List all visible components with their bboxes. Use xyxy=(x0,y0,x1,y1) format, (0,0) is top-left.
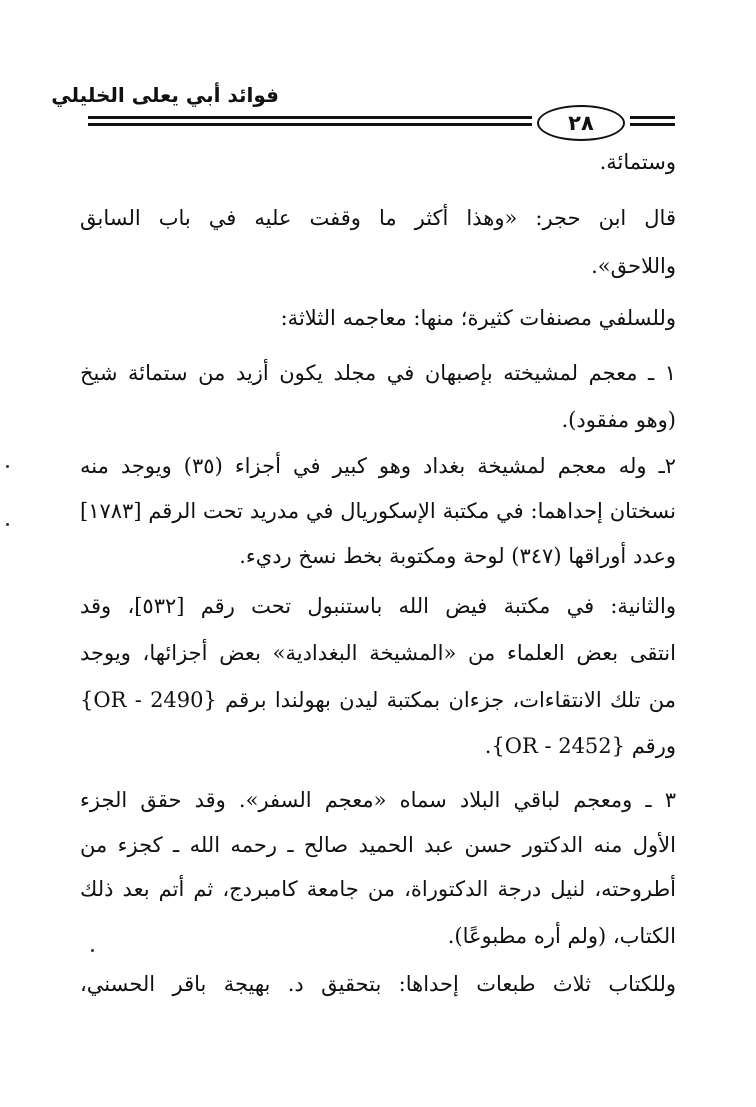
text-line-4: وللسلفي مصنفات كثيرة؛ منها: معاجمه الثلاثة: xyxy=(280,306,676,330)
text-line-18: وللكتاب ثلاث طبعات إحداها: بتحقيق د. بهيجة باقر الحسني، xyxy=(80,972,676,996)
text-line-3: واللاحق». xyxy=(591,254,676,278)
text-line-14: ٣ ـ ومعجم لباقي البلاد سماه «معجم السفر». وقد حقق الجزء xyxy=(80,788,676,812)
text-line-17: الكتاب، (ولم أره مطبوعًا). xyxy=(447,924,676,948)
text-line-1: وستمائة. xyxy=(599,150,676,174)
text-line-7: ٢ـ وله معجم لمشيخة بغداد وهو كبير في أجزاء (٣٥) ويوجد منه xyxy=(80,454,676,478)
running-header-title: فوائد أبي يعلى الخليلي xyxy=(51,83,279,107)
margin-mark xyxy=(91,949,94,952)
text-line-9: وعدد أوراقها (٣٤٧) لوحة ومكتوبة بخط نسخ رديء. xyxy=(239,544,676,568)
text-line-2: قال ابن حجر: «وهذا أكثر ما وقفت عليه في باب السابق xyxy=(80,206,676,230)
header-rule-upper-left xyxy=(88,116,532,119)
text-line-13: ورقم {OR - 2452}. xyxy=(484,734,676,758)
text-line-12: من تلك الانتقاءات، جزءان بمكتبة ليدن بهولندا برقم {OR - 2490} xyxy=(80,688,677,712)
text-line-5: ١ ـ معجم لمشيخته بإصبهان في مجلد يكون أزيد من ستمائة شيخ xyxy=(80,361,676,385)
text-line-10: والثانية: في مكتبة فيض الله باستنبول تحت رقم [٥٣٢]، وقد xyxy=(80,594,676,618)
text-line-8: نسختان إحداهما: في مكتبة الإسكوريال في مدريد تحت الرقم [١٧٨٣] xyxy=(80,499,676,523)
margin-mark xyxy=(6,465,9,468)
header-rule-upper-right xyxy=(630,116,675,119)
text-line-15: الأول منه الدكتور حسن عبد الحميد صالح ـ رحمه الله ـ كجزء من xyxy=(80,833,676,857)
text-line-11: انتقى بعض العلماء من «المشيخة البغدادية» بعض أجزائها، ويوجد xyxy=(80,641,676,665)
header-rule-lower-right xyxy=(630,123,675,126)
text-line-16: أطروحته، لنيل درجة الدكتوراة، من جامعة كامبردج، ثم أتم بعد ذلك xyxy=(80,877,676,901)
page-number: ٢٨ xyxy=(568,111,594,135)
margin-mark xyxy=(6,523,9,526)
page-number-badge xyxy=(537,105,625,141)
text-line-6: (وهو مفقود). xyxy=(561,408,676,432)
header-rule-lower-left xyxy=(88,123,532,126)
